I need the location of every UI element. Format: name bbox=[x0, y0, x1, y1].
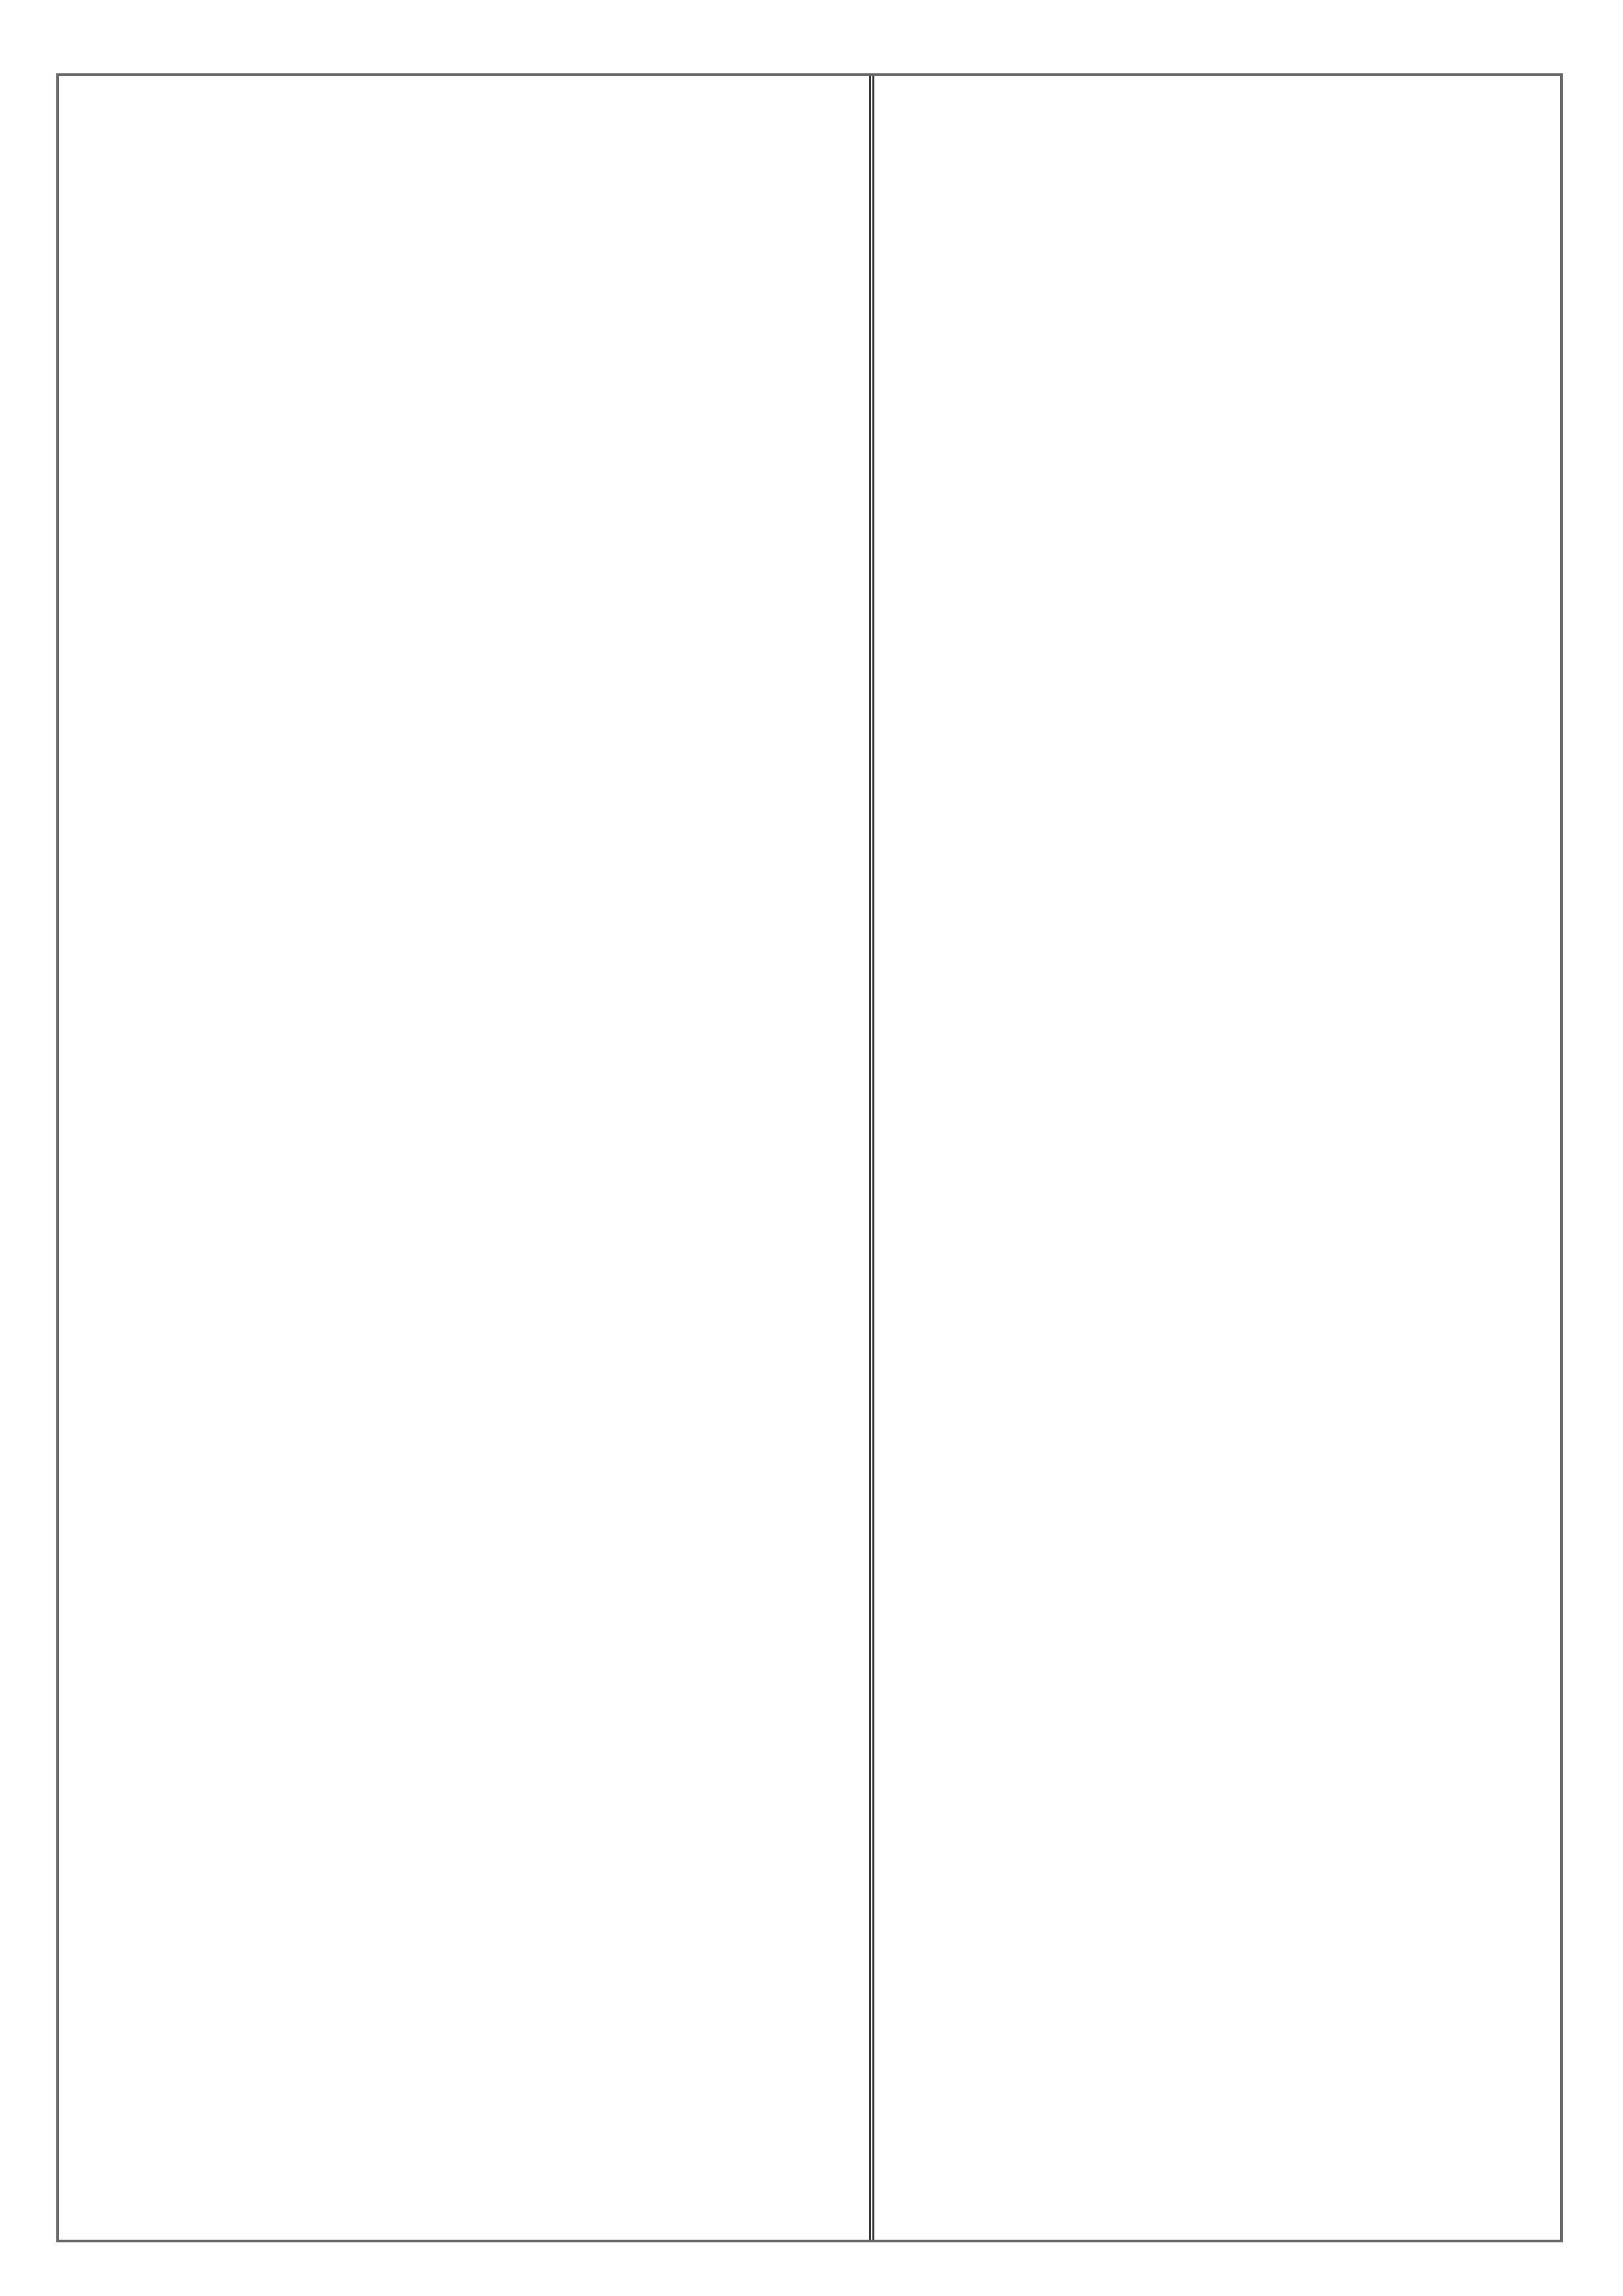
column-divider bbox=[869, 76, 874, 2240]
page-frame bbox=[56, 73, 1563, 2242]
